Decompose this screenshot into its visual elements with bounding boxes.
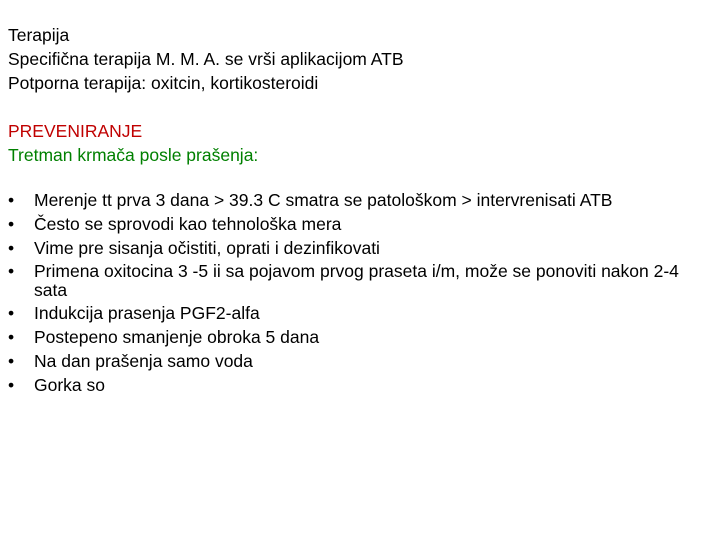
list-item: [8, 375, 708, 396]
header-line-supportive-therapy: Potporna terapija: oxitcin, kortikosteroidi: [8, 73, 319, 93]
list-item-text: Vime pre sisanja očistiti, oprati i dezinfikovati: [34, 238, 380, 258]
list-item: [8, 303, 708, 324]
list-item: [8, 351, 708, 372]
bullet-icon: •: [8, 261, 15, 281]
bullet-icon: •: [8, 351, 15, 371]
list-item: [8, 327, 708, 348]
section-subtitle: Tretman krmača posle prašenja:: [8, 145, 259, 165]
list-item-text: Gorka so: [34, 375, 105, 395]
prevention-list: [8, 190, 708, 399]
bullet-icon: •: [8, 303, 15, 323]
bullet-icon: •: [8, 327, 15, 347]
list-item-text: Indukcija prasenja PGF2-alfa: [34, 303, 260, 323]
header-line-specific-therapy: Specifična terapija M. M. A. se vrši aplikacijom ATB: [8, 49, 404, 69]
list-item-text: Često se sprovodi kao tehnološka mera: [34, 214, 342, 234]
bullet-icon: •: [8, 238, 15, 258]
list-item-text: Merenje tt prva 3 dana > 39.3 C smatra se patološkom > intervrenisati ATB: [34, 190, 613, 210]
list-item: [8, 190, 708, 211]
list-item: [8, 238, 708, 259]
header-line-therapy: Terapija: [8, 25, 70, 45]
list-item: [8, 214, 708, 235]
bullet-icon: •: [8, 190, 15, 210]
list-item-text: Na dan prašenja samo voda: [34, 351, 253, 371]
list-item-text: Postepeno smanjenje obroka 5 dana: [34, 327, 320, 347]
section-title: PREVENIRANJE: [8, 121, 143, 141]
bullet-icon: •: [8, 375, 15, 395]
bullet-icon: •: [8, 214, 15, 234]
list-item-text: Primena oxitocina 3 -5 ii sa pojavom prvog praseta i/m, može se ponoviti nakon 2-4 sata: [34, 261, 679, 300]
list-item: [8, 262, 708, 300]
